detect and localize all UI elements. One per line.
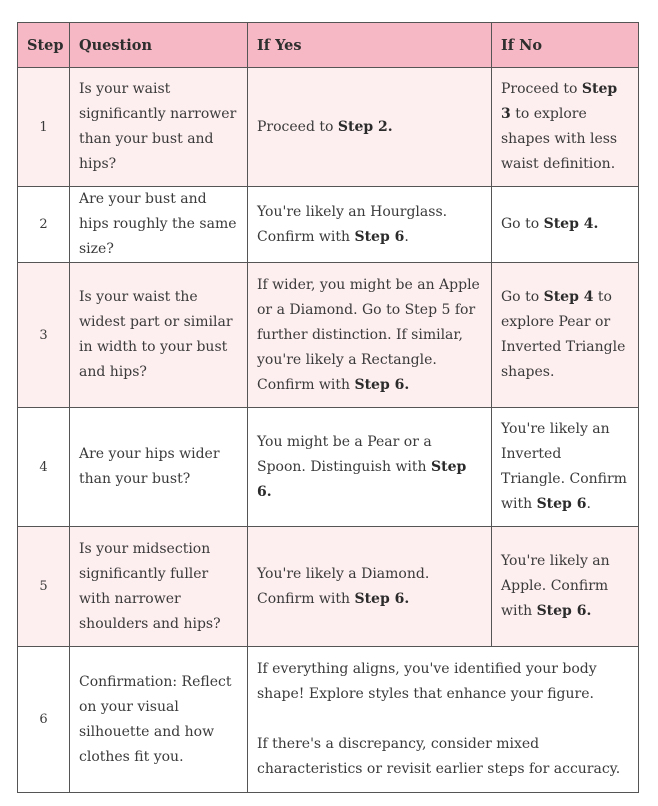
cell-text: You're likely an Apple. Confirm with: [501, 553, 610, 619]
question-cell: Confirmation: Reflect on your visual silhouette and how clothes fit you.: [70, 647, 248, 793]
header-step: Step: [18, 23, 70, 68]
table-header-row: [18, 23, 639, 68]
if-yes-cell: [248, 527, 492, 647]
cell-text: You might be a Pear or a Spoon. Distinguish with: [257, 433, 432, 475]
table-row: [18, 263, 639, 408]
step-number: 1: [18, 68, 70, 187]
cell-text: If wider, you might be an Apple or a Diamond. Go to Step 5 for further distinction. If similar, you're likely a Rectangle. Confirm with: [257, 276, 480, 393]
question-cell: Is your waist significantly narrower than your bust and hips?: [70, 68, 248, 187]
header-question: Question: [70, 23, 248, 68]
step-reference: Step 6: [354, 228, 405, 245]
step-reference: Step 6.: [354, 590, 410, 607]
table-row: [18, 68, 639, 187]
table-row: [18, 187, 639, 263]
step-number: 6: [18, 647, 70, 793]
header-if-no: If No: [492, 23, 639, 68]
cell-text: You're likely a Diamond. Confirm with: [257, 565, 430, 607]
confirmation-outcome-cell: [248, 647, 639, 793]
if-no-cell: [492, 263, 639, 408]
cell-text: Proceed to: [501, 81, 582, 97]
step-number: 4: [18, 408, 70, 527]
step-number: 3: [18, 263, 70, 408]
body-shape-steps-table: [17, 22, 639, 793]
cell-text: You're likely an Hourglass. Confirm with: [257, 203, 448, 245]
step-reference: Step 6.: [536, 603, 592, 619]
table-row: [18, 527, 639, 647]
if-yes-cell: [248, 187, 492, 263]
step-reference: Step 3: [501, 81, 618, 122]
if-no-cell: [492, 408, 639, 527]
question-cell: Is your waist the widest part or similar in width to your bust and hips?: [70, 263, 248, 408]
if-no-cell: [492, 68, 639, 187]
cell-text: Go to: [501, 289, 544, 305]
table-row: [18, 408, 639, 527]
question-cell: Are your bust and hips roughly the same size?: [70, 187, 248, 263]
step-reference: Step 6.: [257, 458, 467, 500]
cell-text: Go to: [501, 216, 544, 232]
cell-text: You're likely an Inverted Triangle. Confirm with: [501, 421, 627, 512]
if-no-cell: [492, 187, 639, 263]
cell-text: to explore shapes with less waist definition.: [501, 106, 618, 172]
step-reference: Step 4.: [543, 216, 599, 232]
cell-text: Proceed to: [257, 118, 338, 135]
cell-text: .: [586, 496, 591, 512]
header-if-yes: If Yes: [248, 23, 492, 68]
step-reference: Step 2.: [337, 118, 393, 135]
cell-text: .: [404, 228, 409, 245]
question-cell: Are your hips wider than your bust?: [70, 408, 248, 527]
cell-text: to explore Pear or Inverted Triangle shapes.: [501, 289, 626, 380]
step-number: 2: [18, 187, 70, 263]
if-yes-cell: [248, 68, 492, 187]
table-row-confirmation: [18, 647, 639, 793]
if-no-cell: [492, 527, 639, 647]
confirmation-paragraph-aligned: If everything aligns, you've identified your body shape! Explore styles that enhance your figure.: [257, 661, 597, 702]
step-reference: Step 6.: [354, 376, 410, 393]
confirmation-paragraph-discrepancy: If there's a discrepancy, consider mixed characteristics or revisit earlier steps for accuracy.: [257, 736, 621, 777]
question-cell: Is your midsection significantly fuller with narrower shoulders and hips?: [70, 527, 248, 647]
if-yes-cell: [248, 408, 492, 527]
step-reference: Step 4: [543, 289, 594, 305]
if-yes-cell: [248, 263, 492, 408]
step-reference: Step 6: [536, 496, 587, 512]
step-number: 5: [18, 527, 70, 647]
